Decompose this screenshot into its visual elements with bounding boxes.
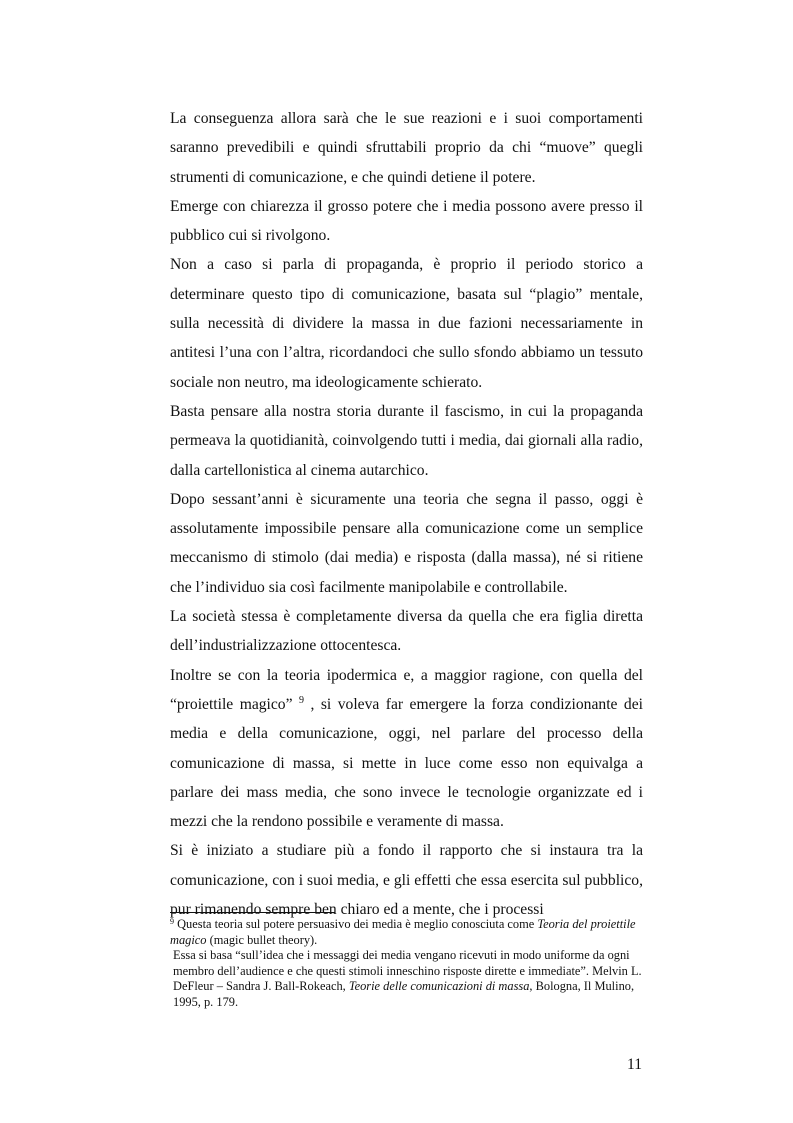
paragraph: Si è iniziato a studiare più a fondo il rapporto che si instaura tra la comunicazione, con i suoi media, e gli effetti che essa esercita sul pubblico, pur rimanendo sempre ben chiaro ed a mente, che i processi bbox=[170, 842, 643, 919]
paragraph: La conseguenza allora sarà che le sue reazioni e i suoi comportamenti saranno prevedibili e quindi sfruttabili proprio da chi “muove” quegli strumenti di comunicazione, e che quindi detiene il potere. bbox=[170, 110, 643, 186]
footnote-text: Questa teoria sul potere persuasivo dei media è meglio conosciuta come bbox=[174, 917, 538, 931]
paragraph: Non a caso si parla di propaganda, è proprio il periodo storico a determinare questo tipo di comunicazione, basata sul “plagio” mentale, sulla necessità di dividere la massa in due fazioni necessariamente in antitesi l’una con l’altra, ricordandoci che sullo sfondo abbiamo un tessuto sociale non neutro, ma ideologicamente schierato. bbox=[170, 256, 643, 391]
footnote-book-title: Teorie delle comunicazioni di massa bbox=[348, 979, 530, 994]
paragraph: Emerge con chiarezza il grosso potere che i media possono avere presso il pubblico cui si rivolgono. bbox=[170, 197, 643, 245]
paragraph: Dopo sessant’anni è sicuramente una teoria che segna il passo, oggi è assolutamente impossibile pensare alla comunicazione come un semplice meccanismo di stimolo (dai media) e risposta (dalla massa), né si ritiene che l’individuo sia così facilmente manipolabile e controllabile. bbox=[170, 490, 643, 596]
footnote-text: Essa si basa “sull’idea che i messaggi dei media vengano ricevuti in modo uniforme da ogni membro dell’audience e che questi stimoli inneschino risposte dirette e immediate”. Melvin L. DeFleur – Sandra J. Ball-Rokeach, bbox=[173, 948, 642, 994]
footnote-reference[interactable]: 9 bbox=[299, 694, 304, 706]
footnote-text: , Bologna, Il Mulino, 1995, p. 179. bbox=[173, 979, 635, 1009]
footnote-separator bbox=[170, 912, 335, 913]
paragraph: La società stessa è completamente diversa da quella che era figlia diretta dell’industrializzazione ottocentesca. bbox=[170, 608, 643, 655]
body-text bbox=[170, 104, 643, 924]
footnote-line bbox=[170, 917, 645, 948]
footnote bbox=[170, 917, 645, 1011]
footnote-title: Teoria del proiettile magico bbox=[170, 917, 636, 947]
paragraph-with-footnote-ref bbox=[170, 661, 643, 837]
footnote-text: (magic bullet theory). bbox=[206, 932, 318, 947]
footnote-line bbox=[170, 948, 645, 1010]
paragraph-text: , si voleva far emergere la forza condizionante dei media e della comunicazione, oggi, nel parlare del processo della comunicazione di massa, si mette in luce come esso non equivalga a parlare dei mass media, che sono invece le tecnologie organizzate ed i mezzi che la rendono possibile e veramente di massa. bbox=[170, 695, 643, 831]
paragraph-text: Inoltre se con la teoria ipodermica e, a maggior ragione, con quella del “proiettile magico” bbox=[170, 666, 643, 713]
page-number: 11 bbox=[626, 1056, 642, 1073]
paragraph: Basta pensare alla nostra storia durante il fascismo, in cui la propaganda permeava la quotidianità, coinvolgendo tutti i media, dai giornali alla radio, dalla cartellonistica al cinema autarchico. bbox=[170, 402, 643, 479]
footnote-number: 9 bbox=[170, 917, 174, 926]
